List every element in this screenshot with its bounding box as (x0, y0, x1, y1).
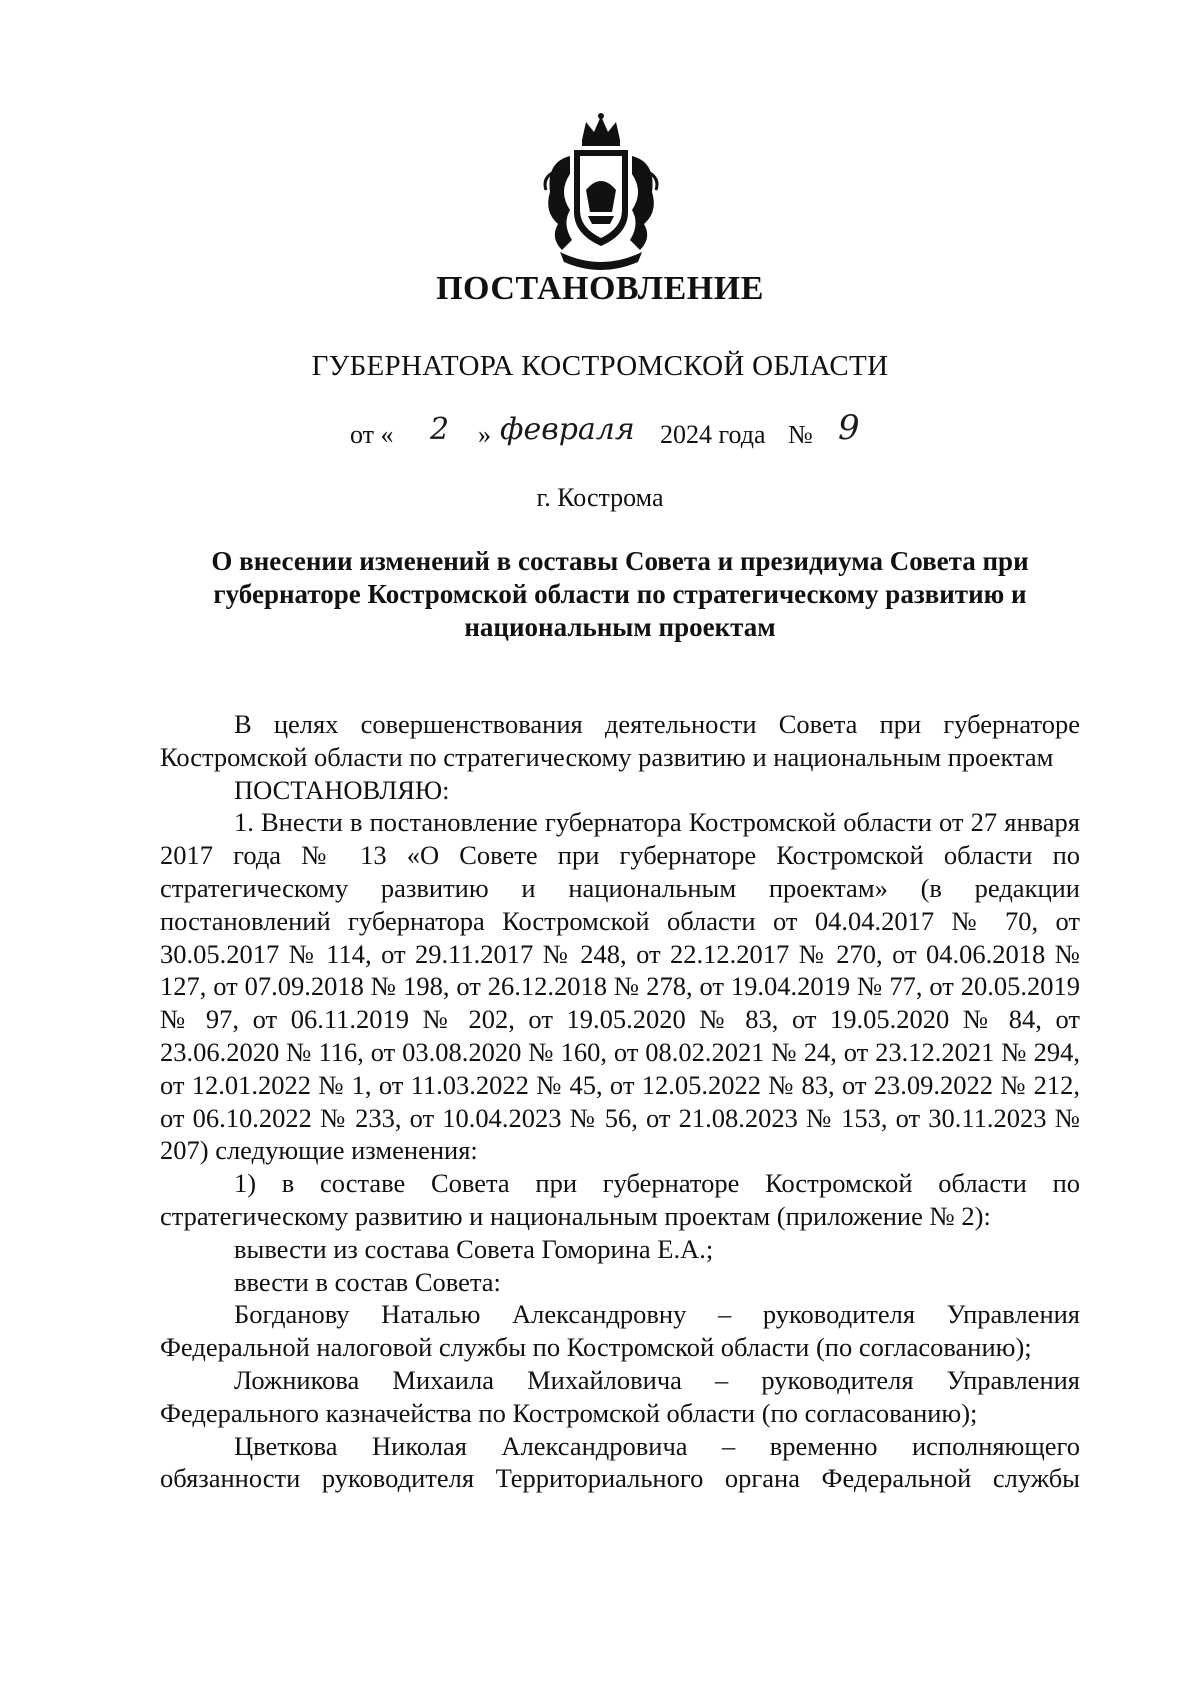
member-paragraph: Богданову Наталью Александровну – руководителя Управления Федеральной налоговой службы по Костромской области (по согласованию); (160, 1299, 1080, 1363)
document-body (160, 708, 1080, 1495)
document-issuer: ГУБЕРНАТОРА КОСТРОМСКОЙ ОБЛАСТИ (311, 350, 889, 382)
document-type: ПОСТАНОВЛЕНИЕ (436, 270, 764, 307)
document-city: г. Кострома (536, 483, 664, 512)
preamble-paragraph: В целях совершенствования деятельности Совета при губернаторе Костромской области по стратегическому развитию и национальным проектам (160, 709, 1080, 772)
document-number-handwritten: 9 (838, 408, 860, 448)
remove-member-paragraph: вывести из состава Совета Гоморина Е.А.; (234, 1233, 714, 1264)
date-year: 2024 года (660, 420, 766, 449)
date-prefix: от « (350, 420, 394, 449)
add-members-paragraph: ввести в состав Совета: (234, 1266, 501, 1297)
document-date-line (350, 408, 970, 462)
coat-of-arms-icon (540, 112, 662, 272)
resolve-paragraph: ПОСТАНОВЛЯЮ: (234, 774, 450, 805)
document-title: О внесении изменений в составы Совета и президиума Совета при губернаторе Костромской области по стратегическому развитию и национальным проектам (211, 546, 1029, 642)
subclause-1-paragraph: 1) в составе Совета при губернаторе Костромской области по стратегическому развитию и национальным проектам (приложение № 2): (160, 1168, 1080, 1231)
date-month-handwritten: февраля (500, 412, 635, 447)
date-mid: » (478, 420, 491, 449)
number-label: № (788, 420, 813, 449)
member-paragraph: Ложникова Михаила Михайловича – руководителя Управления Федерального казначейства по Костромской области (по согласованию); (160, 1364, 1080, 1428)
date-day-handwritten: 2 (430, 412, 450, 447)
member-paragraph: Цветкова Николая Александровича – временно исполняющего обязанности руководителя Территориального органа Федеральной службы (160, 1430, 1080, 1494)
clause-1-paragraph: 1. Внести в постановление губернатора Костромской области от 27 января 2017 года № 13 «О Совете при губернаторе Костромской области по стратегическому развитию и национальным проектам» (в редакции постановлений губернатора Костромской области от 04.04.2017 № 70, от 30.05.2017 № 114, от 29.11.2017 № 248, от 22.12.2017 № 270, от 04.06.2018 № 127, от 07.09.2018 № 198, от 26.12.2018 № 278, от 19.04.2019 № 77, от 20.05.2019 № 97, от 06.11.2019 № 202, от 19.05.2020 № 83, от 19.05.2020 № 84, от 23.06.2020 № 116, от 03.08.2020 № 160, от 08.02.2021 № 24, от 23.12.2021 № 294, от 12.01.2022 № 1, от 11.03.2022 № 45, от 12.05.2022 № 83, от 23.09.2022 № 212, от 06.10.2022 № 233, от 10.04.2023 № 56, от 21.08.2023 № 153, от 30.11.2023 № 207) следующие изменения: (160, 807, 1080, 1166)
